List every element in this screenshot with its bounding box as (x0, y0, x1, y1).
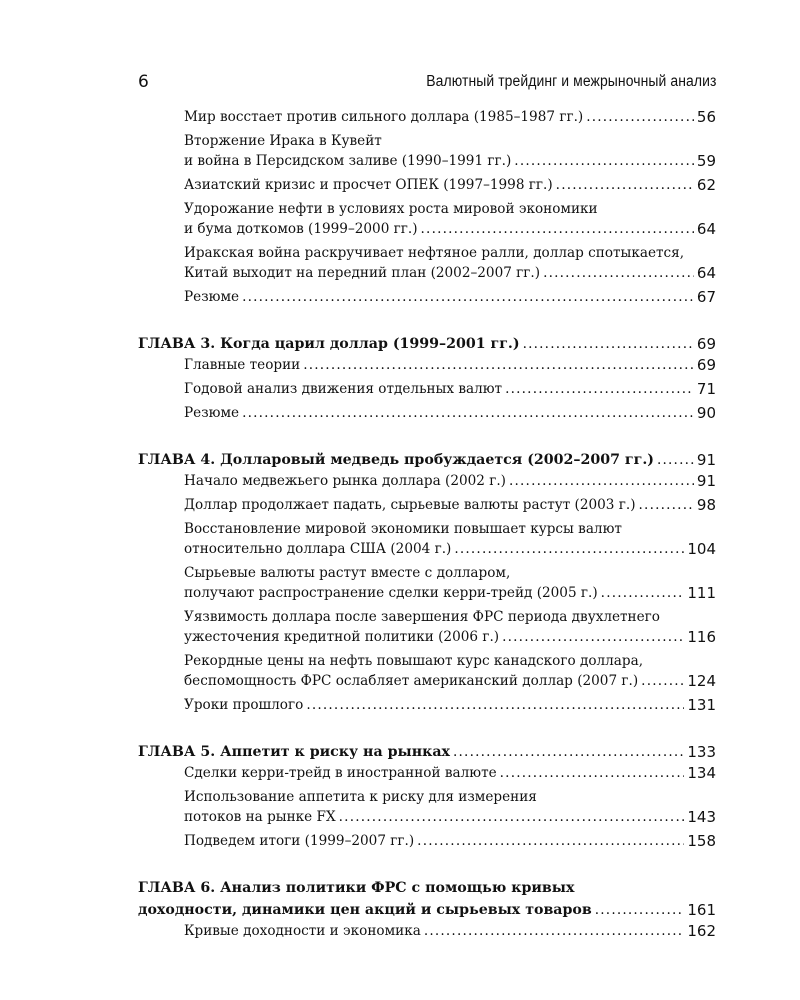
toc-entry-line: Вторжение Ирака в Кувейт (184, 133, 382, 149)
toc-page-number: 90 (696, 404, 716, 422)
toc-page-number: 116 (687, 628, 716, 646)
toc-page-number: 124 (687, 672, 716, 690)
toc-entry-line: Восстановление мировой экономики повышает курсы валют (184, 521, 622, 537)
toc-page-number: 62 (696, 176, 716, 194)
toc-page-number: 64 (696, 220, 716, 238)
toc-entry[interactable]: получают распространение сделки керри-трейд (2005 г.) ..... 111 (138, 583, 716, 603)
toc-page-number: 162 (687, 922, 716, 940)
toc-page-number: 143 (687, 808, 716, 826)
toc-entry[interactable]: относительно доллара США (2004 г.) ..... 104 (138, 539, 716, 559)
toc-entry[interactable]: Главные теории ..... 69 (138, 355, 716, 375)
toc-page-number: 134 (687, 764, 716, 782)
toc-entry[interactable]: беспомощность ФРС ослабляет американский доллар (2007 г.) ..... 124 (138, 671, 716, 691)
toc-page-number: 91 (696, 451, 716, 469)
toc-page-number: 98 (696, 496, 716, 514)
toc-entry-line: Уязвимость доллара после завершения ФРС периода двухлетнего (184, 609, 660, 625)
toc-chapter-5[interactable]: ГЛАВА 5. Аппетит к риску на рынках ..... 133 (138, 741, 716, 763)
toc-chapter-6[interactable]: доходности, динамики цен акций и сырьевых товаров ..... 161 (138, 899, 716, 921)
toc-entry-line: Рекордные цены на нефть повышают курс канадского доллара, (184, 653, 644, 669)
toc-entry[interactable]: Годовой анализ движения отдельных валют ..... 71 (138, 379, 716, 399)
toc-entry-line: Сырьевые валюты растут вместе с долларом, (184, 565, 511, 581)
toc-page-number: 131 (687, 696, 716, 714)
toc-page-number: 111 (687, 584, 716, 602)
toc-entry[interactable]: ужесточения кредитной политики (2006 г.) ..... 116 (138, 627, 716, 647)
toc-entry[interactable]: Доллар продолжает падать, сырьевые валюты растут (2003 г.) ..... 98 (138, 495, 716, 515)
toc-page-number: 69 (696, 356, 716, 374)
toc-page-number: 104 (687, 540, 716, 558)
toc-chapter-3[interactable]: ГЛАВА 3. Когда царил доллар (1999–2001 гг.) ..... 69 (138, 333, 716, 355)
toc-chapter-4[interactable]: ГЛАВА 4. Долларовый медведь пробуждается (2002–2007 гг.) ..... 91 (138, 449, 716, 471)
toc-entry[interactable]: Резюме ..... 90 (138, 403, 716, 423)
toc-entry[interactable]: Мир восстает против сильного доллара (1985–1987 гг.) ..... 56 (138, 107, 716, 127)
toc-entry[interactable]: Азиатский кризис и просчет ОПЕК (1997–1998 гг.) ..... 62 (138, 175, 716, 195)
toc-entry-line: Удорожание нефти в условиях роста мировой экономики (184, 201, 598, 217)
toc-entry[interactable]: и война в Персидском заливе (1990–1991 гг.) ..... 59 (138, 151, 716, 171)
page-header (138, 72, 716, 96)
table-of-contents (138, 107, 716, 941)
toc-page-number: 133 (687, 743, 716, 761)
toc-entry[interactable]: Подведем итоги (1999–2007 гг.) ..... 158 (138, 831, 716, 851)
page-number: 6 (138, 72, 149, 92)
toc-entry-line: Иракская война раскручивает нефтяное ралли, доллар спотыкается, (184, 245, 685, 261)
toc-page-number: 64 (696, 264, 716, 282)
toc-page-number: 161 (687, 901, 716, 919)
toc-entry[interactable]: Сделки керри-трейд в иностранной валюте ..... 134 (138, 763, 716, 783)
toc-page-number: 67 (696, 288, 716, 306)
toc-page-number: 158 (687, 832, 716, 850)
toc-entry[interactable]: Начало медвежьего рынка доллара (2002 г.) ..... 91 (138, 471, 716, 491)
toc-page-number: 69 (696, 335, 716, 353)
toc-entry-line: Использование аппетита к риску для измерения (184, 789, 537, 805)
toc-entry[interactable]: Резюме ..... 67 (138, 287, 716, 307)
toc-chapter-6-line: ГЛАВА 6. Анализ политики ФРС с помощью кривых (138, 880, 575, 896)
toc-entry[interactable]: и бума доткомов (1999–2000 гг.) ..... 64 (138, 219, 716, 239)
toc-entry[interactable]: Кривые доходности и экономика ..... 162 (138, 921, 716, 941)
running-title: Валютный трейдинг и межрыночный анализ (425, 73, 716, 90)
toc-entry[interactable]: потоков на рынке FX ..... 143 (138, 807, 716, 827)
toc-entry[interactable]: Уроки прошлого ..... 131 (138, 695, 716, 715)
toc-page-number: 91 (696, 472, 716, 490)
toc-page-number: 71 (696, 380, 716, 398)
toc-page-number: 56 (696, 108, 716, 126)
toc-entry[interactable]: Китай выходит на передний план (2002–2007 гг.) ..... 64 (138, 263, 716, 283)
toc-page-number: 59 (696, 152, 716, 170)
